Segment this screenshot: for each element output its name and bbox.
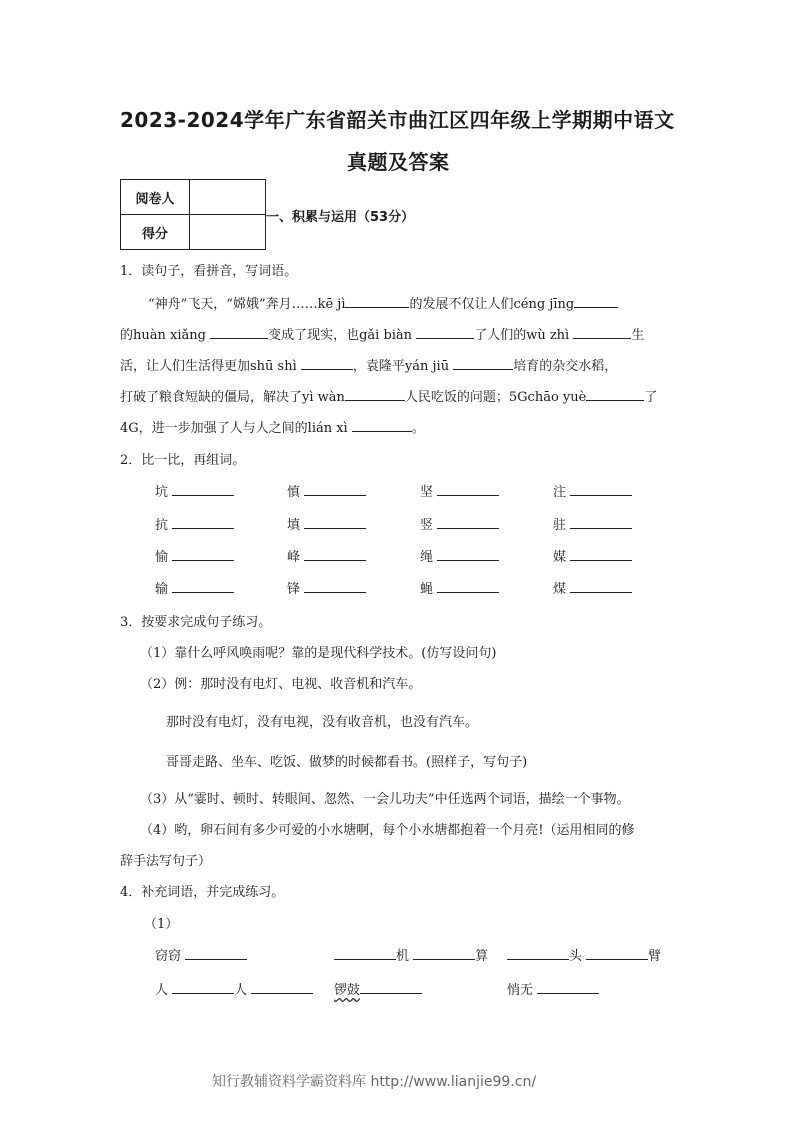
word-part: 锣鼓 xyxy=(334,983,361,998)
answer-blank[interactable] xyxy=(573,326,631,339)
q1-text: 打破了粮食短缺的僵局，解决了yì wàn xyxy=(120,390,345,405)
section-heading: 一、积累与运用（53分） xyxy=(266,210,415,225)
answer-blank[interactable] xyxy=(570,483,632,496)
word-part: 头 xyxy=(569,949,583,964)
q3-task: 哥哥走路、坐车、吃饭、做梦的时候都看书。(照样子，写句子) xyxy=(166,755,528,770)
q1-text: 的发展不仅让人们céng jīng xyxy=(409,297,575,312)
footer-watermark: 知行教辅资料学霸资料库 http://www.lianjie99.cn/ xyxy=(212,1074,537,1090)
q2-stem: 2．比一比，再组词。 xyxy=(120,453,246,468)
q1-line5 xyxy=(120,417,425,436)
word-part: 人 xyxy=(155,983,169,998)
answer-blank[interactable] xyxy=(413,947,475,960)
answer-blank[interactable] xyxy=(345,295,409,308)
char-label: 慎 xyxy=(287,485,301,500)
q1-text: 了 xyxy=(644,390,658,405)
q1-text: 4G，进一步加强了人与人之间的lián xì xyxy=(120,421,348,436)
answer-blank[interactable] xyxy=(537,981,599,994)
q1-text: ，袁隆平yán jiū xyxy=(352,359,450,374)
answer-blank[interactable] xyxy=(345,388,405,401)
char-item xyxy=(553,578,632,597)
char-label: 输 xyxy=(155,582,169,597)
answer-blank[interactable] xyxy=(586,388,644,401)
answer-blank[interactable] xyxy=(304,580,366,593)
answer-blank[interactable] xyxy=(251,981,313,994)
answer-blank[interactable] xyxy=(334,947,396,960)
char-item xyxy=(420,481,499,500)
answer-blank[interactable] xyxy=(304,516,366,529)
answer-blank[interactable] xyxy=(304,548,366,561)
char-item xyxy=(287,546,366,565)
word-part: 人 xyxy=(234,983,248,998)
char-item xyxy=(287,514,366,533)
answer-blank[interactable] xyxy=(570,548,632,561)
q1-text: 人民吃饭的问题；5Gchāo yuè xyxy=(404,390,587,405)
answer-blank[interactable] xyxy=(437,516,499,529)
score-label: 得分 xyxy=(121,215,190,250)
q4-row2 xyxy=(334,979,422,998)
char-item xyxy=(420,514,499,533)
q1-stem: 1．读句子，看拼音，写词语。 xyxy=(120,264,298,279)
q3-item-1: （1）靠什么呼风唤雨呢？靠的是现代科学技术。(仿写设问句) xyxy=(140,646,497,661)
char-label: 绳 xyxy=(420,550,434,565)
char-item xyxy=(155,546,234,565)
answer-blank[interactable] xyxy=(172,981,234,994)
answer-blank[interactable] xyxy=(437,580,499,593)
q4-row2 xyxy=(507,979,599,998)
q1-text: 了人们的wù zhì xyxy=(474,328,570,343)
char-item xyxy=(155,481,234,500)
q3-stem: 3．按要求完成句子练习。 xyxy=(120,615,272,630)
q1-text: 培育的杂交水稻， xyxy=(513,359,618,374)
char-label: 坚 xyxy=(420,485,434,500)
word-part: 算 xyxy=(475,949,489,964)
grader-label: 阅卷人 xyxy=(121,180,190,215)
q1-line2 xyxy=(120,324,644,343)
answer-blank[interactable] xyxy=(304,483,366,496)
q3-item-3: （3）从“霎时、顿时、转眼间、忽然、一会儿功夫”中任选两个词语，描绘一个事物。 xyxy=(140,792,630,807)
q1-line1 xyxy=(148,293,618,312)
answer-blank[interactable] xyxy=(352,419,412,432)
doc-title-line1: 2023-2024学年广东省韶关市曲江区四年级上学期期中语文 xyxy=(120,108,675,132)
doc-title-line2: 真题及答案 xyxy=(347,150,450,174)
char-label: 愉 xyxy=(155,550,169,565)
q4-sub1: （1） xyxy=(144,917,179,932)
char-item xyxy=(553,514,632,533)
q3-item-4-cont: 辞手法写句子） xyxy=(120,854,212,869)
grader-table xyxy=(120,179,266,250)
answer-blank[interactable] xyxy=(301,357,353,370)
q1-text: 。 xyxy=(411,421,425,436)
answer-blank[interactable] xyxy=(360,981,422,994)
q4-row1 xyxy=(155,945,247,964)
char-label: 注 xyxy=(553,485,567,500)
answer-blank[interactable] xyxy=(574,295,618,308)
q4-row1 xyxy=(507,945,661,964)
answer-blank[interactable] xyxy=(437,548,499,561)
answer-blank[interactable] xyxy=(172,516,234,529)
answer-blank[interactable] xyxy=(210,326,268,339)
q4-row2 xyxy=(155,979,313,998)
answer-blank[interactable] xyxy=(172,483,234,496)
char-label: 峰 xyxy=(287,550,301,565)
char-item xyxy=(287,578,366,597)
char-label: 填 xyxy=(287,518,301,533)
char-item xyxy=(155,578,234,597)
char-label: 媒 xyxy=(553,550,567,565)
word-part: 臂 xyxy=(648,949,662,964)
char-label: 锋 xyxy=(287,582,301,597)
q1-text: 的huàn xiǎng xyxy=(120,328,206,343)
char-item xyxy=(553,546,632,565)
q3-item-2: （2）例：那时没有电灯、电视、收音机和汽车。 xyxy=(140,677,422,692)
answer-blank[interactable] xyxy=(172,580,234,593)
answer-blank[interactable] xyxy=(586,947,648,960)
char-item xyxy=(287,481,366,500)
q4-row1 xyxy=(334,945,488,964)
answer-blank[interactable] xyxy=(172,548,234,561)
char-item xyxy=(420,546,499,565)
answer-blank[interactable] xyxy=(570,580,632,593)
q1-line3 xyxy=(120,355,617,374)
char-label: 竖 xyxy=(420,518,434,533)
answer-blank[interactable] xyxy=(185,947,247,960)
char-label: 坑 xyxy=(155,485,169,500)
answer-blank[interactable] xyxy=(437,483,499,496)
q3-example: 那时没有电灯，没有电视，没有收音机，也没有汽车。 xyxy=(166,715,479,730)
answer-blank[interactable] xyxy=(507,947,569,960)
grader-input-cell[interactable] xyxy=(190,180,266,215)
char-item xyxy=(553,481,632,500)
q1-line4 xyxy=(120,386,657,405)
q1-text: 活，让人们生活得更加shū shì xyxy=(120,359,297,374)
char-label: 抗 xyxy=(155,518,169,533)
word-part: 窃窃 xyxy=(155,949,182,964)
answer-blank[interactable] xyxy=(453,357,513,370)
answer-blank[interactable] xyxy=(570,516,632,529)
q1-text: 生 xyxy=(631,328,645,343)
char-label: 驻 xyxy=(553,518,567,533)
answer-blank[interactable] xyxy=(416,326,474,339)
word-part: 悄无 xyxy=(507,983,534,998)
char-item xyxy=(420,578,499,597)
score-input-cell[interactable] xyxy=(190,215,266,250)
char-label: 蝇 xyxy=(420,582,434,597)
q1-text: “神舟”飞天，“嫦娥”奔月……kē jì xyxy=(148,297,346,312)
char-label: 煤 xyxy=(553,582,567,597)
char-item xyxy=(155,514,234,533)
q4-stem: 4．补充词语，并完成练习。 xyxy=(120,885,285,900)
word-part: 机 xyxy=(396,949,410,964)
q1-text: 变成了现实，也gǎi biàn xyxy=(268,328,413,343)
q3-item-4: （4）哟，卵石间有多少可爱的小水塘啊，每个小水塘都抱着一个月亮!（运用相同的修 xyxy=(140,823,635,838)
